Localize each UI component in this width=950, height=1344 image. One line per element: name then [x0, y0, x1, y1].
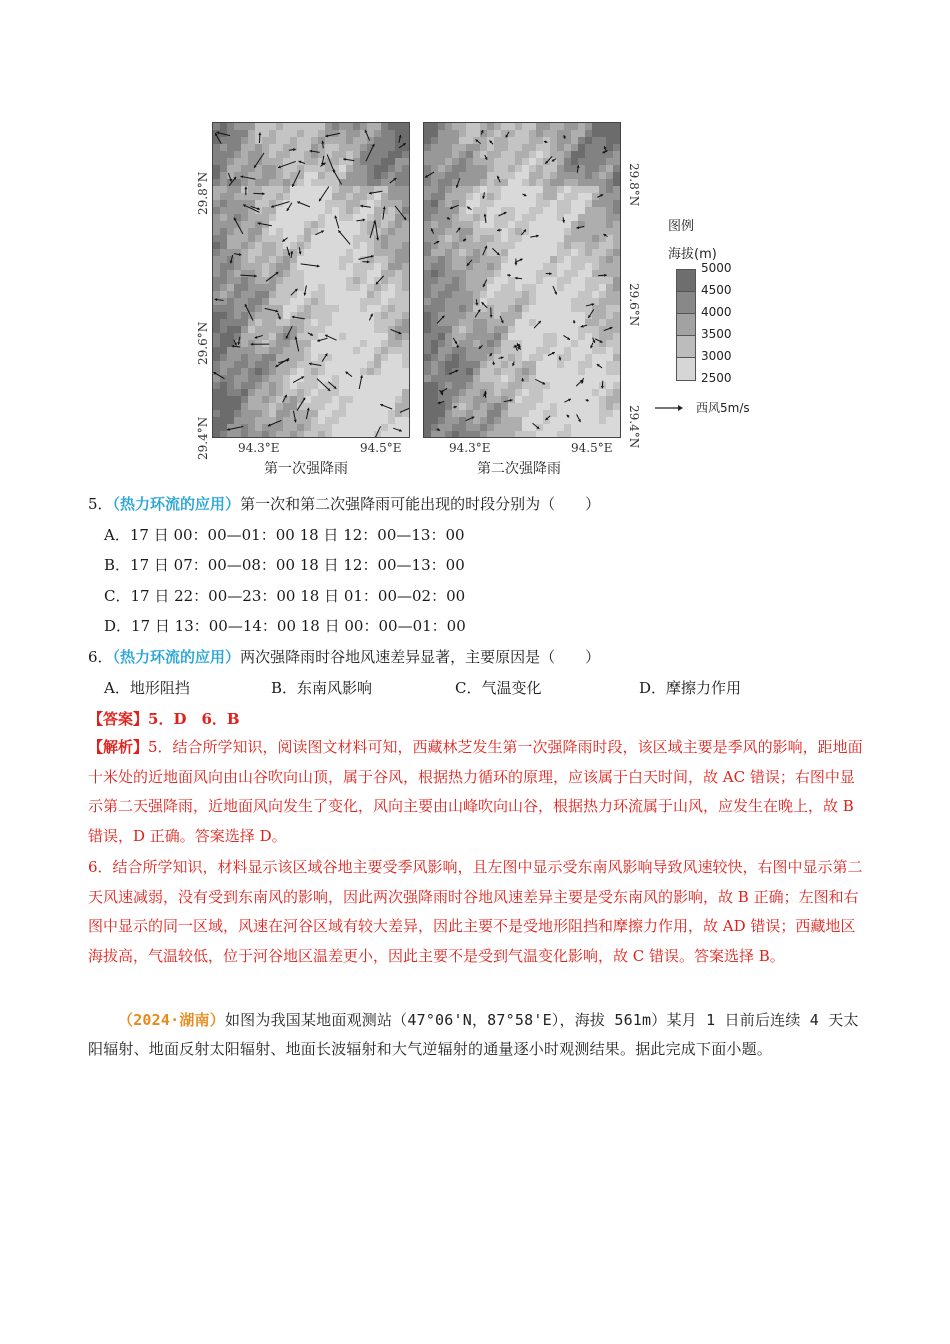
lat-label-29-8-right: 29.8°N [627, 163, 641, 207]
legend-swatch-3000 [676, 357, 696, 381]
legend-level: 3500 [701, 327, 732, 341]
analysis-q5 [88, 733, 868, 851]
question-6-option-d: D．摩擦力作用 [639, 679, 742, 697]
legend-title: 图例 [668, 219, 695, 234]
legend-swatch-4000 [676, 313, 696, 336]
legend-level: 3000 [701, 349, 732, 363]
lat-label-29-4-left: 29.4°N [196, 416, 210, 460]
legend-swatch-3500 [676, 335, 696, 358]
map-second-rain [423, 122, 621, 438]
lat-label-29-6-left: 29.6°N [196, 321, 210, 365]
terrain-wind-figure [190, 115, 770, 485]
question-6-text: 两次强降雨时谷地风速差异显著，主要原因是（ ） [240, 648, 601, 666]
question-source: （2024·湖南） [118, 1011, 225, 1029]
question-6-tag: （热力环流的应用） [112, 648, 241, 666]
question-6-option-c: C．气温变化 [455, 679, 542, 697]
caption-first-rain: 第一次强降雨 [264, 461, 348, 477]
question-6 [88, 646, 600, 668]
question-5 [88, 493, 600, 515]
question-5-option-c: C．17 日 22：00—23：00 18 日 01：00—02：00 [104, 587, 466, 605]
lat-label-29-4-right: 29.4°N [627, 405, 641, 449]
caption-second-rain: 第二次强降雨 [477, 461, 561, 477]
answer-line [88, 708, 240, 730]
answer-label: 【答案】 [88, 710, 149, 728]
question-5-option-d: D．17 日 13：00—14：00 18 日 00：00—01：00 [104, 617, 466, 635]
lat-label-29-8-left: 29.8°N [196, 171, 210, 215]
legend-swatch-5000 [676, 269, 696, 292]
legend-level: 2500 [701, 371, 732, 385]
lon-label-94-5-left: 94.5°E [360, 441, 402, 455]
map-first-rain [212, 122, 410, 438]
analysis-q5-text: 5．结合所学知识，阅读图文材料可知，西藏林芝发生第一次强降雨时段，该区域主要是季风的影响，距地面十米处的近地面风向由山谷吹向山顶，属于谷风，根据热力循环的原理，应该属于白天时间，故 AC 错误；右图中显示第二天强降雨，近地面风向发生了变化，风向主要由山峰吹向山谷，根据热力环流属于山风，应发生在晚上，故 B 错误，D 正确。答案选择 D。 [88, 738, 863, 845]
question-5-text: 第一次和第二次强降雨可能出现的时段分别为（ ） [240, 495, 601, 513]
lon-label-94-5-right: 94.5°E [571, 441, 613, 455]
question-6-option-b: B．东南风影响 [271, 679, 373, 697]
terrain-map-second [424, 123, 620, 437]
next-question-intro [88, 1006, 868, 1064]
question-5-option-b: B．17 日 07：00—08：00 18 日 12：00—13：00 [104, 556, 465, 574]
terrain-map-first [213, 123, 409, 437]
wind-arrow-icon [654, 403, 684, 413]
analysis-label: 【解析】 [88, 738, 149, 756]
question-6-number: 6． [88, 648, 113, 666]
legend-level: 4000 [701, 305, 732, 319]
legend-level: 5000 [701, 261, 732, 275]
question-5-option-a: A．17 日 00：00—01：00 18 日 12：00—13：00 [104, 526, 465, 544]
wind-scale-label: 西风5m/s [696, 401, 750, 415]
legend-swatch-4500 [676, 291, 696, 314]
lat-label-29-6-right: 29.6°N [627, 283, 641, 327]
question-6-option-a: A．地形阻挡 [104, 679, 190, 697]
analysis-q6: 6．结合所学知识，材料显示该区域谷地主要受季风影响，且左图中显示受东南风影响导致风速较快，右图中显示第二天风速减弱，没有受到东南风的影响，因此两次强降雨时谷地风速差异主要是受东南风的影响，故 B 正确；左图和右图中显示的同一区域，风速在河谷区域有较大差异，因此主要不是受地形阻挡和摩擦力作用，故 AD 错误；西藏地区海拔高，气温较低，位于河谷地区温差更小，因此主要不是受到气温变化影响，故 C 错误。答案选择 B。 [88, 858, 863, 965]
lon-label-94-3-right: 94.3°E [449, 441, 491, 455]
question-5-number: 5． [88, 495, 113, 513]
answer-text: 5．D 6．B [148, 710, 240, 728]
question-5-tag: （热力环流的应用） [112, 495, 241, 513]
lon-label-94-3-left: 94.3°E [238, 441, 280, 455]
legend-level: 4500 [701, 283, 732, 297]
legend-subtitle: 海拔(m) [668, 247, 717, 262]
intro-text: 如图为我国某地面观测站（47°06'N，87°58'E），海拔 561m）某月 1 日前后连续 4 天太阳辐射、地面反射太阳辐射、地面长波辐射和大气逆辐射的通量逐小时观测结果。据此完成下面小题。 [88, 1011, 859, 1058]
